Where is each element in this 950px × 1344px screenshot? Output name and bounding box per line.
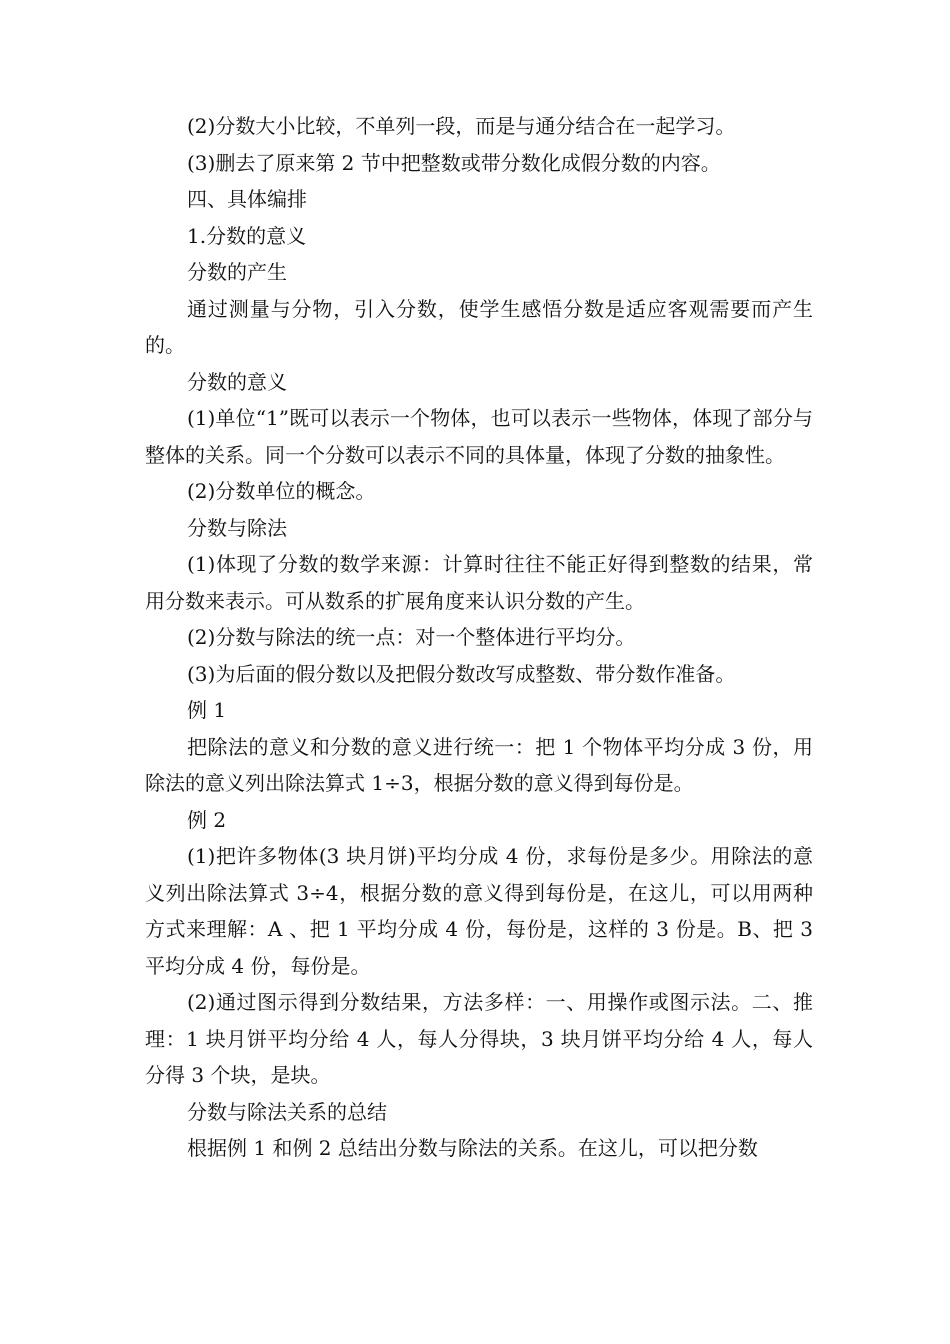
topic-heading: 分数的意义 — [187, 369, 287, 394]
paragraph: (1)把许多物体(3 块月饼)平均分成 4 份，求每份是多少。用除法的意义列出除法算式 3÷4，根据分数的意义得到每份是，在这儿，可以用两种方式来理解：A 、把 1 平均分成 4 份，每份是，这样的 3 份是。B、把 3 平均分成 4 份，每份是。 — [145, 844, 813, 978]
subsection-heading: 1.分数的意义 — [187, 223, 307, 248]
document-body — [145, 108, 813, 1167]
paragraph: (2)分数大小比较，不单列一段，而是与通分结合在一起学习。 — [187, 114, 736, 138]
paragraph: (2)分数单位的概念。 — [187, 479, 376, 503]
topic-heading: 分数的产生 — [187, 260, 287, 284]
topic-heading: 分数与除法关系的总结 — [187, 1099, 387, 1124]
example-label: 例 2 — [187, 807, 227, 832]
paragraph: 把除法的意义和分数的意义进行统一：把 1 个物体平均分成 3 份，用除法的意义列出除法算式 1÷3，根据分数的意义得到每份是。 — [145, 734, 813, 795]
paragraph: 通过测量与分物，引入分数，使学生感悟分数是适应客观需要而产生的。 — [145, 296, 813, 357]
paragraph: (1)单位“1”既可以表示一个物体，也可以表示一些物体，体现了部分与整体的关系。同一个分数可以表示不同的具体量，体现了分数的抽象性。 — [145, 406, 813, 467]
paragraph: 根据例 1 和例 2 总结出分数与除法的关系。在这儿，可以把分数 — [187, 1136, 758, 1160]
paragraph: (1)体现了分数的数学来源：计算时往往不能正好得到整数的结果，常用分数来表示。可从数系的扩展角度来认识分数的产生。 — [145, 552, 813, 613]
section-heading: 四、具体编排 — [187, 187, 307, 211]
paragraph: (2)分数与除法的统一点：对一个整体进行平均分。 — [187, 625, 636, 649]
example-label: 例 1 — [187, 698, 227, 722]
topic-heading: 分数与除法 — [187, 515, 287, 540]
paragraph: (3)删去了原来第 2 节中把整数或带分数化成假分数的内容。 — [187, 150, 721, 175]
paragraph: (2)通过图示得到分数结果，方法多样：一、用操作或图示法。二、推理：1 块月饼平均分给 4 人，每人分得块，3 块月饼平均分给 4 人，每人分得 3 个块，是块。 — [145, 990, 813, 1087]
paragraph: (3)为后面的假分数以及把假分数改写成整数、带分数作准备。 — [187, 661, 736, 686]
